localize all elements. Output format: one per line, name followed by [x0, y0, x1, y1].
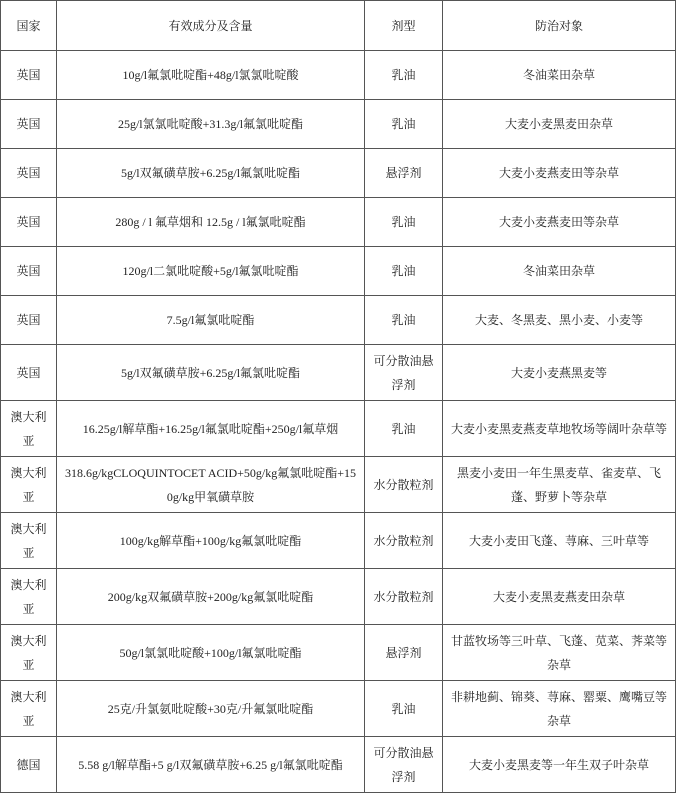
cell-formulation: 乳油: [365, 100, 443, 149]
cell-country: 英国: [1, 149, 57, 198]
cell-target: 大麦小麦燕麦田等杂草: [443, 198, 676, 247]
header-target: 防治对象: [443, 1, 676, 51]
table-row: [1, 681, 676, 737]
cell-ingredient: 7.5g/l氟氯吡啶酯: [57, 296, 365, 345]
cell-target: 黑麦小麦田一年生黑麦草、雀麦草、飞蓬、野萝卜等杂草: [443, 457, 676, 513]
header-country: 国家: [1, 1, 57, 51]
table-row: [1, 345, 676, 401]
cell-ingredient: 25克/升氯氨吡啶酸+30克/升氟氯吡啶酯: [57, 681, 365, 737]
cell-country: 澳大利亚: [1, 513, 57, 569]
cell-ingredient: 100g/kg解草酯+100g/kg氟氯吡啶酯: [57, 513, 365, 569]
cell-target: 大麦小麦燕黑麦等: [443, 345, 676, 401]
cell-country: 英国: [1, 51, 57, 100]
header-ingredient: 有效成分及含量: [57, 1, 365, 51]
cell-ingredient: 25g/l氯氯吡啶酸+31.3g/l氟氯吡啶酯: [57, 100, 365, 149]
cell-ingredient: 5.58 g/l解草酯+5 g/l双氟磺草胺+6.25 g/l氟氯吡啶酯: [57, 737, 365, 793]
table-row: [1, 625, 676, 681]
cell-formulation: 乳油: [365, 401, 443, 457]
cell-formulation: 乳油: [365, 681, 443, 737]
cell-target: 甘蓝牧场等三叶草、飞蓬、苋菜、荠菜等杂草: [443, 625, 676, 681]
cell-formulation: 水分散粒剂: [365, 513, 443, 569]
cell-country: 英国: [1, 345, 57, 401]
table-row: [1, 296, 676, 345]
cell-target: 大麦小麦黑麦田杂草: [443, 100, 676, 149]
cell-ingredient: 10g/l氟氯吡啶酯+48g/l氯氯吡啶酸: [57, 51, 365, 100]
cell-target: 非耕地蓟、锦葵、荨麻、罂粟、鹰嘴豆等杂草: [443, 681, 676, 737]
cell-country: 澳大利亚: [1, 401, 57, 457]
cell-ingredient: 5g/l双氟磺草胺+6.25g/l氟氯吡啶酯: [57, 345, 365, 401]
header-formulation: 剂型: [365, 1, 443, 51]
cell-country: 英国: [1, 296, 57, 345]
cell-country: 澳大利亚: [1, 569, 57, 625]
table-row: [1, 247, 676, 296]
cell-country: 澳大利亚: [1, 457, 57, 513]
cell-formulation: 乳油: [365, 296, 443, 345]
table-row: [1, 51, 676, 100]
cell-target: 大麦小麦田飞蓬、荨麻、三叶草等: [443, 513, 676, 569]
cell-ingredient: 16.25g/l解草酯+16.25g/l氟氯吡啶酯+250g/l氟草烟: [57, 401, 365, 457]
cell-ingredient: 120g/l二氯吡啶酸+5g/l氟氯吡啶酯: [57, 247, 365, 296]
cell-ingredient: 200g/kg双氟磺草胺+200g/kg氟氯吡啶酯: [57, 569, 365, 625]
cell-ingredient: 280g / l 氟草烟和 12.5g / l氟氯吡啶酯: [57, 198, 365, 247]
cell-ingredient: 50g/l氯氯吡啶酸+100g/l氟氯吡啶酯: [57, 625, 365, 681]
cell-formulation: 乳油: [365, 198, 443, 247]
cell-formulation: 乳油: [365, 51, 443, 100]
table-row: [1, 457, 676, 513]
cell-formulation: 可分散油悬浮剂: [365, 345, 443, 401]
cell-country: 澳大利亚: [1, 681, 57, 737]
cell-target: 冬油菜田杂草: [443, 51, 676, 100]
table-row: [1, 737, 676, 793]
table-row: [1, 513, 676, 569]
cell-target: 大麦、冬黑麦、黑小麦、小麦等: [443, 296, 676, 345]
table-row: [1, 569, 676, 625]
cell-country: 英国: [1, 247, 57, 296]
cell-formulation: 水分散粒剂: [365, 457, 443, 513]
cell-ingredient: 318.6g/kgCLOQUINTOCET ACID+50g/kg氟氯吡啶酯+150g/kg甲氧磺草胺: [57, 457, 365, 513]
cell-country: 澳大利亚: [1, 625, 57, 681]
cell-country: 英国: [1, 198, 57, 247]
table-row: [1, 100, 676, 149]
cell-target: 大麦小麦燕麦田等杂草: [443, 149, 676, 198]
cell-formulation: 悬浮剂: [365, 149, 443, 198]
cell-country: 英国: [1, 100, 57, 149]
cell-target: 大麦小麦黑麦等一年生双子叶杂草: [443, 737, 676, 793]
cell-country: 德国: [1, 737, 57, 793]
cell-target: 冬油菜田杂草: [443, 247, 676, 296]
cell-formulation: 水分散粒剂: [365, 569, 443, 625]
table-row: [1, 401, 676, 457]
table-row: [1, 149, 676, 198]
cell-formulation: 可分散油悬浮剂: [365, 737, 443, 793]
cell-target: 大麦小麦黑麦燕麦田杂草: [443, 569, 676, 625]
cell-formulation: 乳油: [365, 247, 443, 296]
cell-target: 大麦小麦黑麦燕麦草地牧场等阔叶杂草等: [443, 401, 676, 457]
header-row: [1, 1, 676, 51]
cell-ingredient: 5g/l双氟磺草胺+6.25g/l氟氯吡啶酯: [57, 149, 365, 198]
table-row: [1, 198, 676, 247]
cell-formulation: 悬浮剂: [365, 625, 443, 681]
